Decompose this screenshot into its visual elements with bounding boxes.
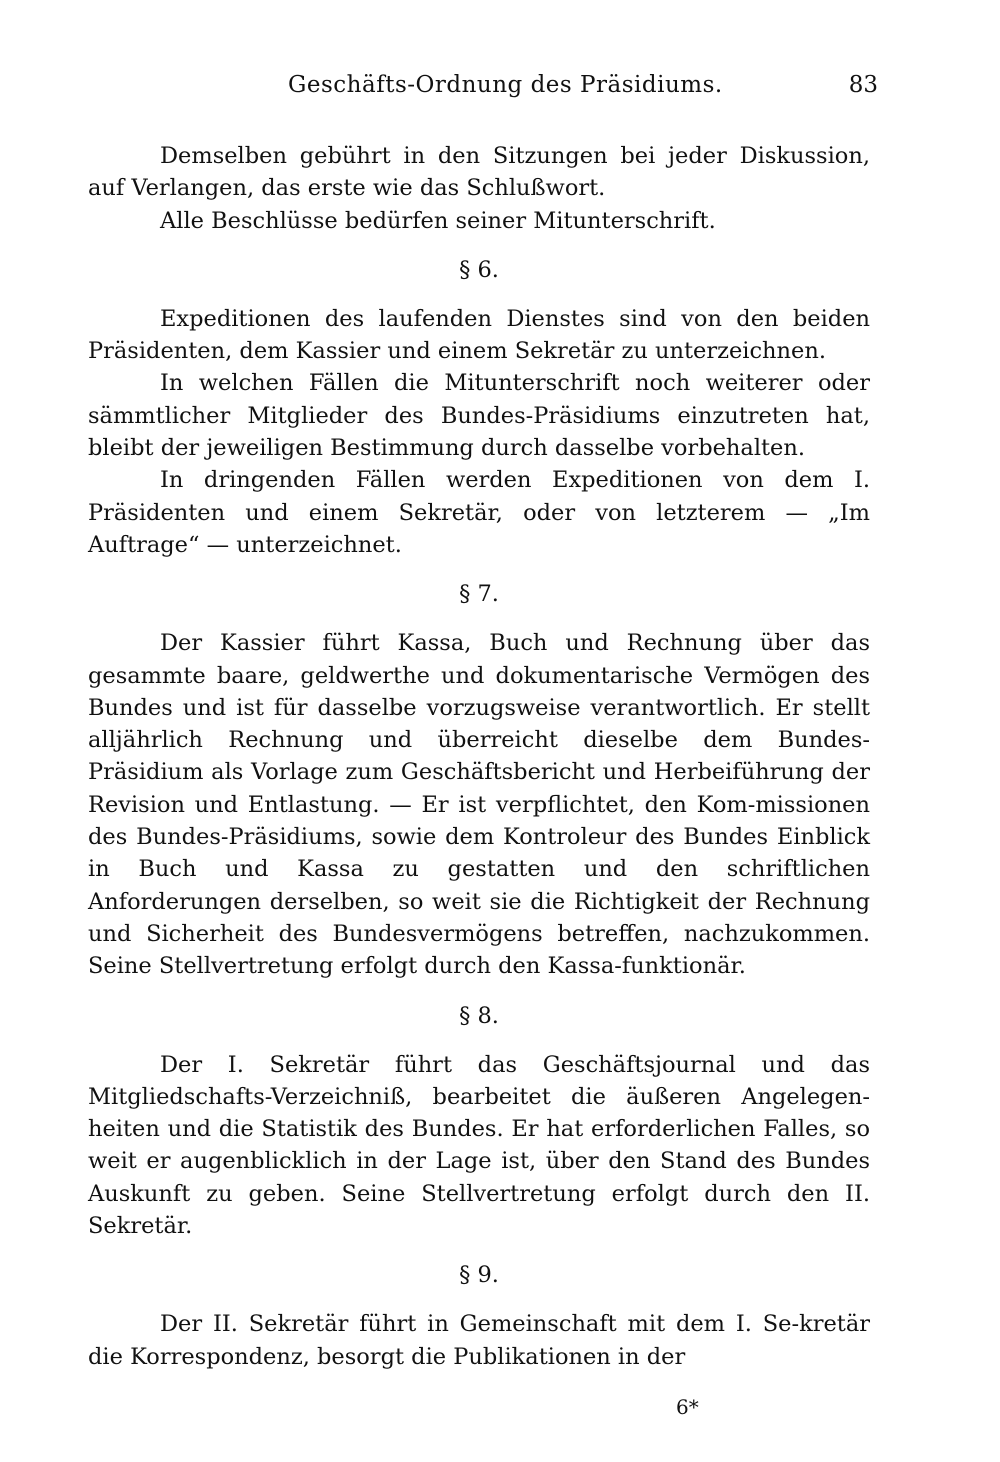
paragraph: Demselben gebührt in den Sitzungen bei jeder Diskussion, auf Verlangen, das erste wie das Schlußwort.	[88, 143, 870, 202]
paragraph: Der II. Sekretär führt in Gemeinschaft mit dem I. Se-kretär die Korrespondenz, besorgt die Publikationen in der	[88, 1311, 870, 1370]
section-heading: § 8.	[459, 1002, 499, 1029]
running-title: Geschäfts-Ordnung des Präsidiums.	[288, 72, 723, 98]
section-heading: § 7.	[459, 581, 499, 608]
printer-signature: 6*	[676, 1395, 699, 1419]
paragraph: Expeditionen des laufenden Dienstes sind von den beiden Präsidenten, dem Kassier und einem Sekretär zu unterzeichnen.	[88, 305, 870, 365]
paragraph: In dringenden Fällen werden Expeditionen von dem I. Präsidenten und einem Sekretär, oder von letzterem — „Im Auftrage“ — unterzeichnet.	[88, 467, 870, 558]
paragraph: In welchen Fällen die Mitunterschrift noch weiterer oder sämmtlicher Mitglieder des Bundes-Präsidiums einzutreten hat, bleibt der jeweiligen Bestimmung durch dasselbe vorbehalten.	[88, 370, 870, 462]
section-heading: § 9.	[459, 1262, 499, 1289]
body-text	[88, 140, 870, 1373]
page-header	[88, 72, 878, 112]
section-heading: § 6.	[459, 256, 499, 283]
paragraph: Alle Beschlüsse bedürfen seiner Mitunterschrift.	[160, 207, 716, 234]
paragraph: Der Kassier führt Kassa, Buch und Rechnung über das gesammte baare, geldwerthe und dokumentarische Vermögen des Bundes und ist für dasselbe vorzugsweise verantwortlich. Er stellt alljährlich Rechnung und überreicht dieselbe dem Bundes-Präsidium als Vorlage zum Geschäftsbericht und Herbeiführung der Revision und Entlastung. — Er ist verpflichtet, den Kom-missionen des Bundes-Präsidiums, sowie dem Kontroleur des Bundes Einblick in Buch und Kassa zu gestatten und den schriftlichen Anforderungen derselben, so weit sie die Richtigkeit der Rechnung und Sicherheit des Bundesvermögens betreffen, nachzukommen. Seine Stellvertretung erfolgt durch den Kassa-funktionär.	[88, 630, 870, 980]
page-number: 83	[848, 72, 878, 98]
paragraph: Der I. Sekretär führt das Geschäftsjournal und das Mitgliedschafts-Verzeichniß, bearbeitet die äußeren Angelegen-heiten und die Statistik des Bundes. Er hat erforderlichen Falles, so weit er augenblicklich in der Lage ist, über den Stand des Bundes Auskunft zu geben. Seine Stellvertretung erfolgt durch den II. Sekretär.	[88, 1051, 870, 1240]
